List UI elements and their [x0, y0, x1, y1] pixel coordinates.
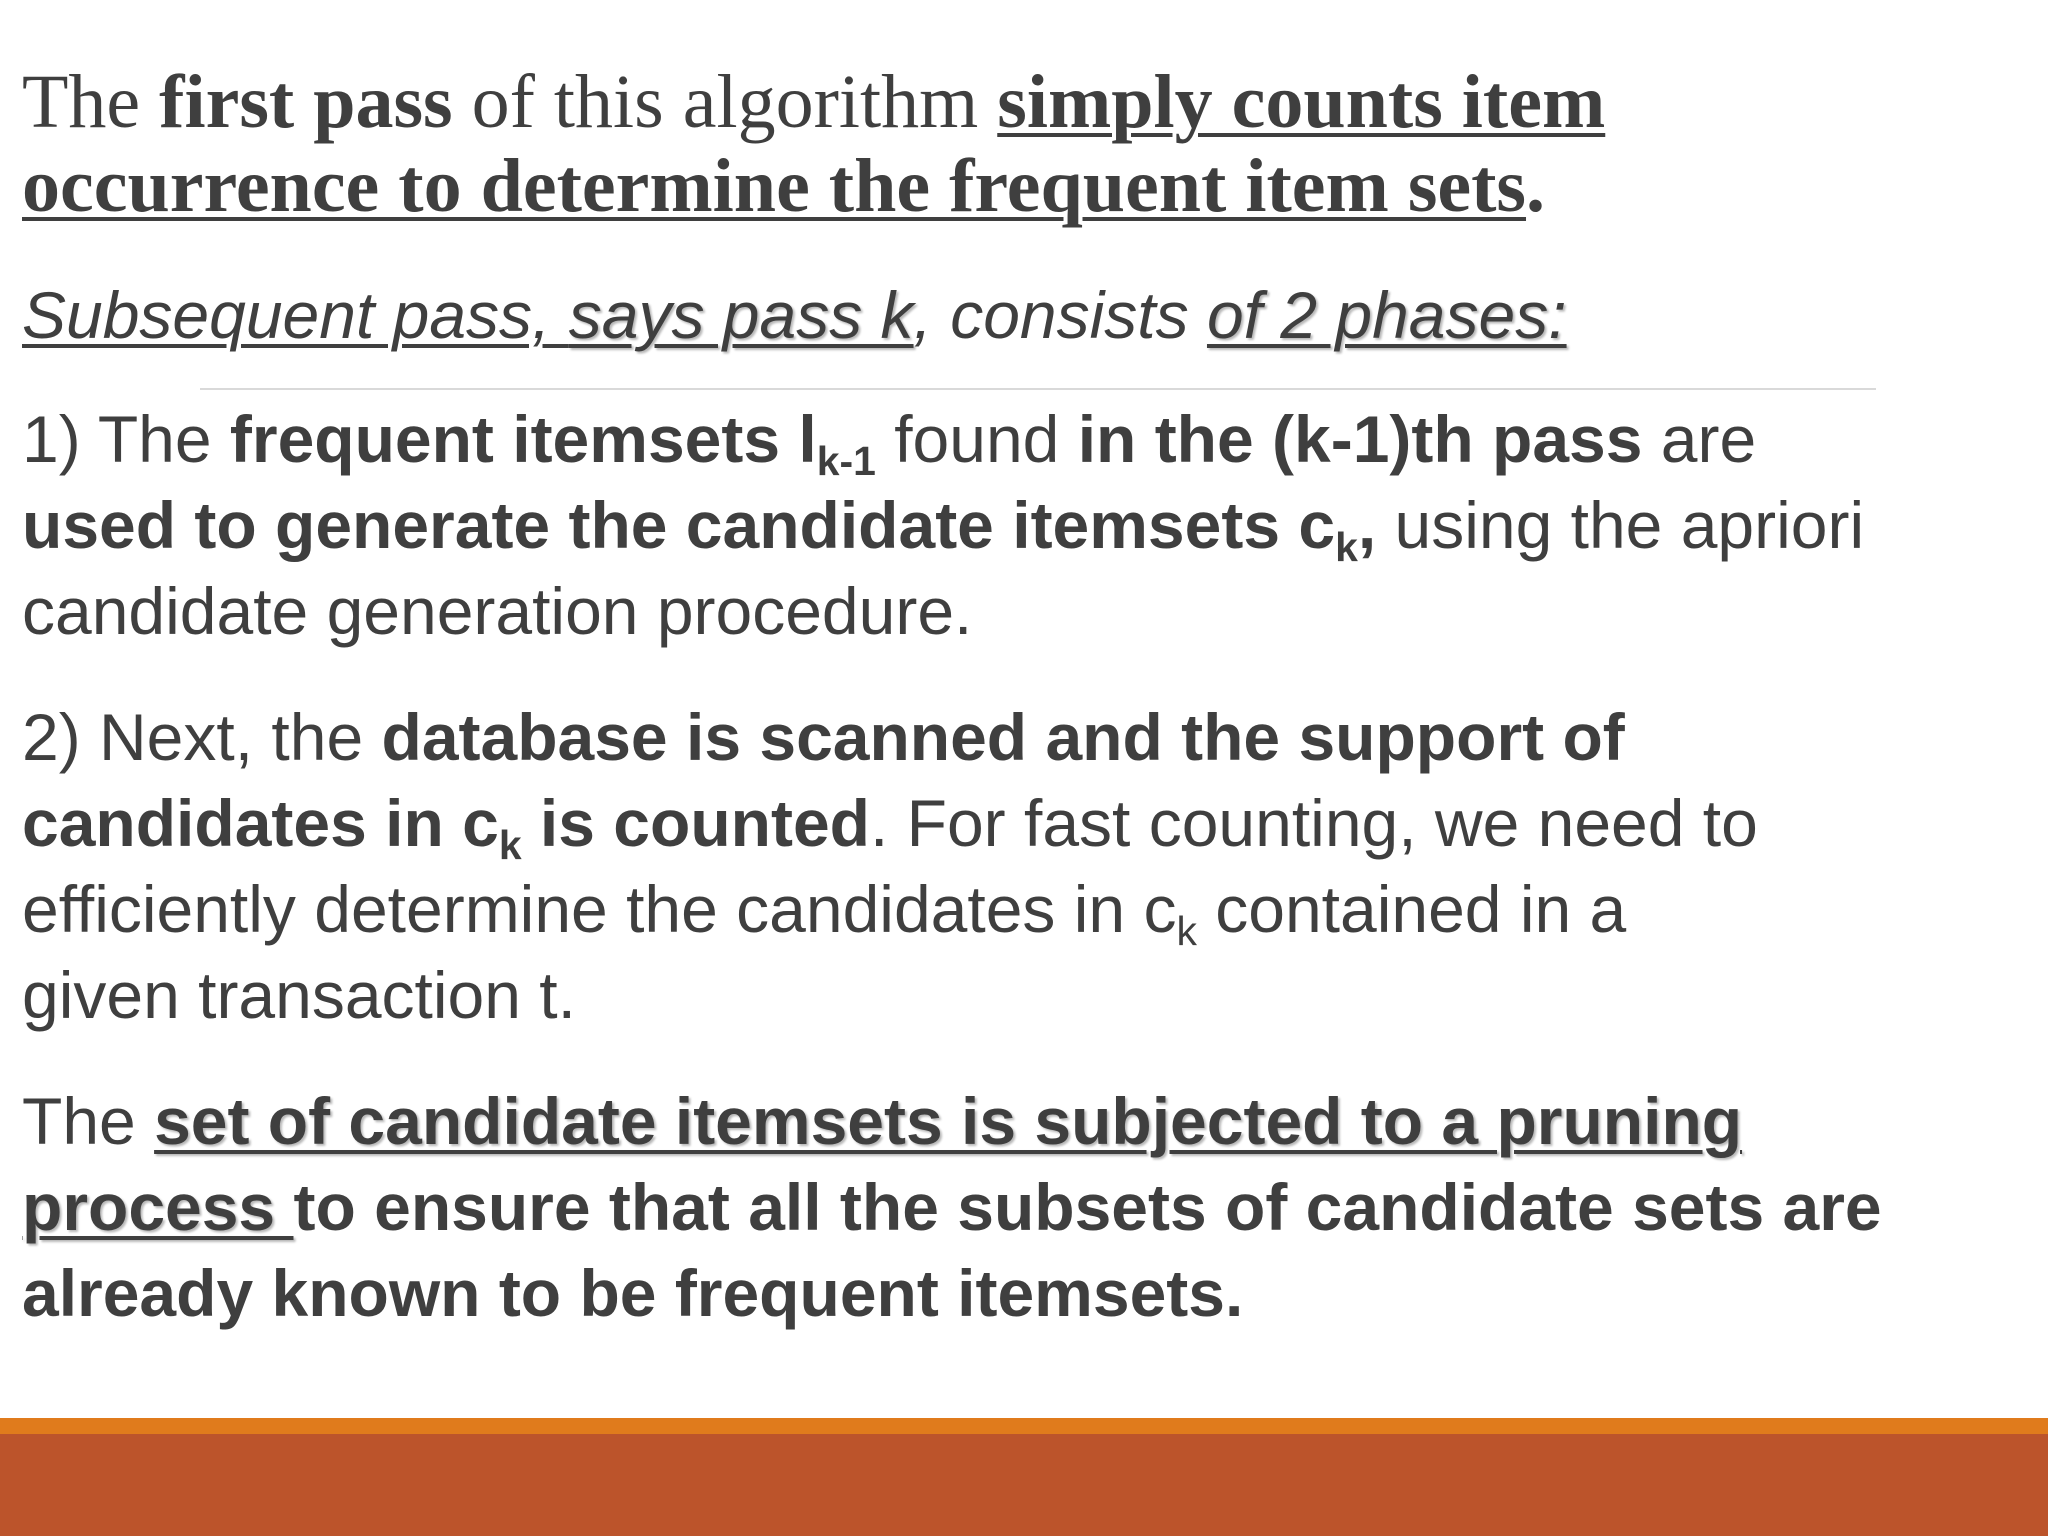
text-run: are — [1642, 402, 1757, 476]
bold-text — [229, 402, 876, 485]
text-run: using the apriori — [1376, 488, 1865, 562]
paragraph-line — [22, 1078, 1882, 1164]
paragraph-line — [22, 482, 1865, 571]
text-run: of this algorithm — [452, 60, 998, 144]
text-run: given transaction t. — [22, 958, 576, 1032]
text-run: The — [22, 60, 160, 144]
paragraph-phase-2 — [22, 694, 1758, 1038]
subscript: k — [498, 822, 522, 869]
paragraph-line — [22, 1164, 1882, 1250]
text-run: 2) Next, the — [22, 700, 382, 774]
text-run: 1) The — [22, 402, 230, 476]
text-run: is counted — [521, 786, 870, 860]
text-run: , consists — [913, 278, 1207, 352]
bold-text: . — [1526, 144, 1546, 228]
text-run: The — [22, 1084, 155, 1158]
bold-text — [22, 786, 870, 869]
underlined-shadow-text: says pass k — [568, 278, 914, 352]
bold-text: to ensure that all the subsets of candidate sets are — [293, 1170, 1882, 1244]
text-run: candidates in c — [22, 786, 499, 860]
paragraph-line — [22, 1250, 1882, 1336]
underlined-text: Subsequent pass, — [22, 278, 569, 352]
bold-text: first pass — [159, 60, 453, 144]
paragraph-line — [22, 952, 1758, 1038]
subscript: k-1 — [816, 438, 876, 485]
paragraph-pruning — [22, 1078, 1882, 1336]
text-run: frequent itemsets l — [229, 402, 817, 476]
paragraph-phase-1 — [22, 396, 1864, 654]
bold-text: in the (k-1)th pass — [1077, 402, 1643, 476]
footer-band — [0, 1434, 2048, 1536]
bold-text — [22, 488, 1377, 571]
text-run: found — [875, 402, 1078, 476]
bold-underlined-shadow-text: set of candidate itemsets is subjected to a pruning — [154, 1084, 1743, 1158]
divider-line — [200, 388, 1876, 390]
text-run: contained in a — [1196, 872, 1627, 946]
text-run: . For fast counting, we need to — [869, 786, 1758, 860]
bold-underlined-shadow-text: process — [22, 1170, 294, 1244]
text-run: efficiently determine the candidates in c — [22, 872, 1177, 946]
paragraph-line — [22, 694, 1758, 780]
text-run: , — [1357, 488, 1377, 562]
underlined-shadow-text: of 2 phases: — [1206, 278, 1567, 352]
paragraph-first-pass — [22, 60, 1605, 228]
paragraph-line — [22, 144, 1605, 228]
subscript: k — [1335, 524, 1358, 571]
paragraph-line — [22, 780, 1758, 869]
bold-text: already known to be frequent itemsets. — [22, 1256, 1244, 1330]
paragraph-line — [22, 272, 1567, 358]
paragraph-line — [22, 568, 1864, 654]
text-run: used to generate the candidate itemsets c — [22, 488, 1336, 562]
footer-accent-band — [0, 1418, 2048, 1434]
paragraph-line — [22, 396, 1864, 485]
paragraph-subsequent-pass — [22, 272, 1567, 358]
bold-underlined-text: simply counts item — [997, 60, 1606, 144]
text-run: candidate generation procedure. — [22, 574, 973, 648]
paragraph-line — [22, 866, 1758, 955]
paragraph-line — [22, 60, 1605, 144]
bold-text: database is scanned and the support of — [381, 700, 1625, 774]
bold-underlined-text: occurrence to determine the frequent item sets — [22, 144, 1527, 228]
subscript: k — [1176, 908, 1197, 955]
